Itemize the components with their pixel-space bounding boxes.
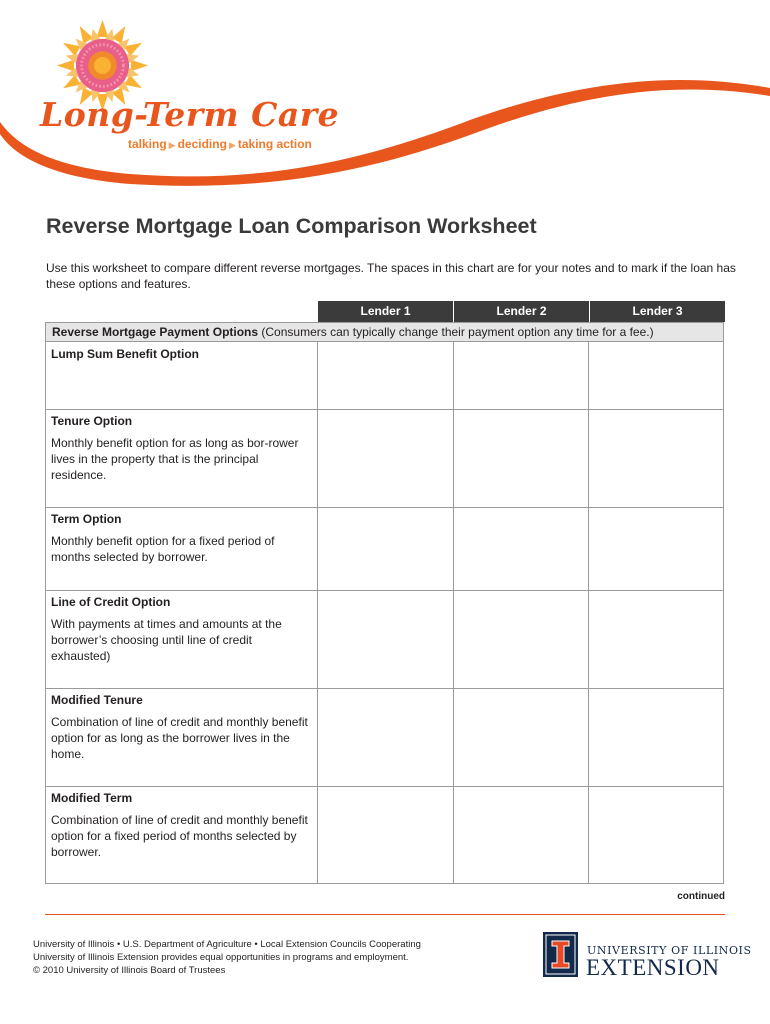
- footer-divider: [45, 914, 725, 915]
- lender-2-cell[interactable]: [454, 342, 588, 409]
- lender-1-cell[interactable]: [318, 410, 453, 507]
- lender-3-cell[interactable]: [589, 787, 723, 883]
- tagline-deciding: deciding: [177, 137, 227, 151]
- comparison-table: [45, 301, 725, 884]
- tagline-arrow-icon: ▶: [228, 140, 236, 150]
- table-row: [51, 595, 296, 664]
- section-title: Reverse Mortgage Payment Options: [52, 325, 259, 339]
- table-row: [51, 693, 313, 762]
- footer-line-1: University of Illinois • U.S. Department of Agriculture • Local Extension Councils Cooperating: [33, 939, 421, 950]
- lender-2-cell[interactable]: [454, 508, 588, 590]
- lender-1-cell[interactable]: [318, 342, 453, 409]
- footer-line-2: University of Illinois Extension provides equal opportunities in programs and employment.: [33, 952, 409, 963]
- lender-3-cell[interactable]: [589, 508, 723, 590]
- footer-line-3: © 2010 University of Illinois Board of Trustees: [33, 965, 226, 976]
- lender-header-row: [318, 301, 725, 322]
- option-desc-tenure: Monthly benefit option for as long as bor-rower lives in the property that is the principal residence.: [51, 436, 299, 482]
- logo-university-name: UNIVERSITY OF ILLINOIS: [587, 944, 752, 957]
- lender-1-cell[interactable]: [318, 508, 453, 590]
- lender-2-cell[interactable]: [454, 689, 588, 786]
- option-name-term: Term Option: [51, 512, 122, 526]
- lender-1-cell[interactable]: [318, 689, 453, 786]
- lender-2-header: Lender 2: [496, 304, 547, 318]
- option-name-modified-term: Modified Term: [51, 791, 133, 805]
- lender-3-cell[interactable]: [589, 689, 723, 786]
- option-desc-line-of-credit: With payments at times and amounts at the borrower’s choosing until line of credit exhausted): [51, 617, 282, 663]
- university-block-i-icon: [543, 932, 578, 977]
- brand-tagline: [128, 137, 312, 151]
- lender-3-cell[interactable]: [589, 591, 723, 688]
- option-desc-modified-term: Combination of line of credit and monthly benefit option for a fixed period of months selected by borrower.: [51, 813, 308, 859]
- lender-2-cell[interactable]: [454, 591, 588, 688]
- continued-label: continued: [677, 891, 725, 902]
- table-row: [51, 512, 313, 565]
- tagline-talking: talking: [128, 137, 167, 151]
- table-row: [51, 347, 199, 361]
- footer-text: [33, 938, 421, 977]
- lender-1-header: Lender 1: [360, 304, 411, 318]
- lender-3-cell[interactable]: [589, 410, 723, 507]
- lender-2-cell[interactable]: [454, 787, 588, 883]
- section-note: (Consumers can typically change their payment option any time for a fee.): [258, 325, 654, 339]
- lender-1-cell[interactable]: [318, 591, 453, 688]
- option-name-lump-sum: Lump Sum Benefit Option: [51, 347, 199, 361]
- lender-2-cell[interactable]: [454, 410, 588, 507]
- page-title: Reverse Mortgage Loan Comparison Worksheet: [46, 214, 537, 238]
- brand-title: Long-Term Care: [40, 95, 340, 134]
- lender-3-cell[interactable]: [589, 342, 723, 409]
- lender-3-header: Lender 3: [632, 304, 683, 318]
- table-row: [51, 791, 313, 860]
- section-header: [45, 322, 724, 342]
- option-name-modified-tenure: Modified Tenure: [51, 693, 143, 707]
- lender-1-cell[interactable]: [318, 787, 453, 883]
- intro-text: Use this worksheet to compare different reverse mortgages. The spaces in this chart are for your notes and to mark if the loan has these options and features.: [46, 261, 736, 291]
- option-name-tenure: Tenure Option: [51, 414, 133, 428]
- table-row: [51, 414, 313, 483]
- option-desc-modified-tenure: Combination of line of credit and monthly benefit option for as long as the borrower lives in the home.: [51, 715, 308, 761]
- tagline-taking-action: taking action: [237, 137, 312, 151]
- tagline-arrow-icon: ▶: [168, 140, 176, 150]
- option-name-line-of-credit: Line of Credit Option: [51, 595, 171, 609]
- logo-extension: EXTENSION: [586, 955, 720, 980]
- option-desc-term: Monthly benefit option for a fixed period of months selected by borrower.: [51, 534, 275, 564]
